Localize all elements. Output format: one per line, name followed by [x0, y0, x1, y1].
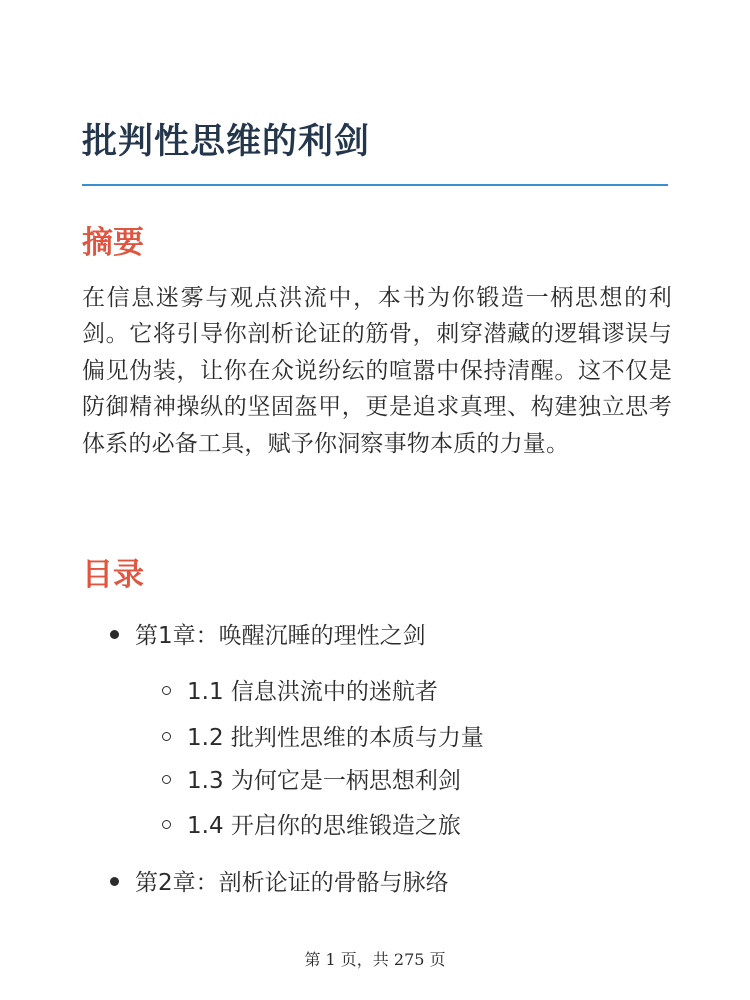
circle-bullet-icon — [162, 732, 171, 741]
title-divider — [82, 184, 668, 186]
toc-section-label: 1.4 开启你的思维锻造之旅 — [187, 813, 461, 839]
toc-chapter-2 — [110, 866, 449, 900]
toc-section-1-1 — [162, 675, 438, 709]
bullet-icon — [110, 630, 119, 639]
toc-section-label: 1.2 批判性思维的本质与力量 — [187, 725, 484, 751]
circle-bullet-icon — [162, 820, 171, 829]
page-footer: 第 1 页，共 275 页 — [304, 950, 446, 969]
toc-chapter-label: 第2章：剖析论证的骨骼与脉络 — [135, 870, 449, 896]
abstract-text: 在信息迷雾与观点洪流中，本书为你锻造一柄思想的利剑。它将引导你剖析论证的筋骨，刺穿潜藏的逻辑谬误与偏见伪装，让你在众说纷纭的喧嚣中保持清醒。这不仅是防御精神操纵的坚固盔甲，更是追求真理、构建独立思考体系的必备工具，赋予你洞察事物本质的力量。 — [82, 285, 672, 457]
circle-bullet-icon — [162, 686, 171, 695]
toc-section-label: 1.1 信息洪流中的迷航者 — [187, 679, 438, 705]
toc-section-1-2 — [162, 721, 484, 755]
toc-section-label: 1.3 为何它是一柄思想利剑 — [187, 768, 461, 794]
abstract-heading: 摘要 — [82, 225, 144, 261]
toc-heading: 目录 — [82, 557, 144, 593]
toc-chapter-label: 第1章：唤醒沉睡的理性之剑 — [135, 623, 426, 649]
toc-chapter-1 — [110, 619, 426, 653]
bullet-icon — [110, 877, 119, 886]
circle-bullet-icon — [162, 775, 171, 784]
toc-section-1-4 — [162, 809, 461, 843]
document-title: 批判性思维的利剑 — [82, 122, 371, 162]
toc-section-1-3 — [162, 764, 461, 798]
